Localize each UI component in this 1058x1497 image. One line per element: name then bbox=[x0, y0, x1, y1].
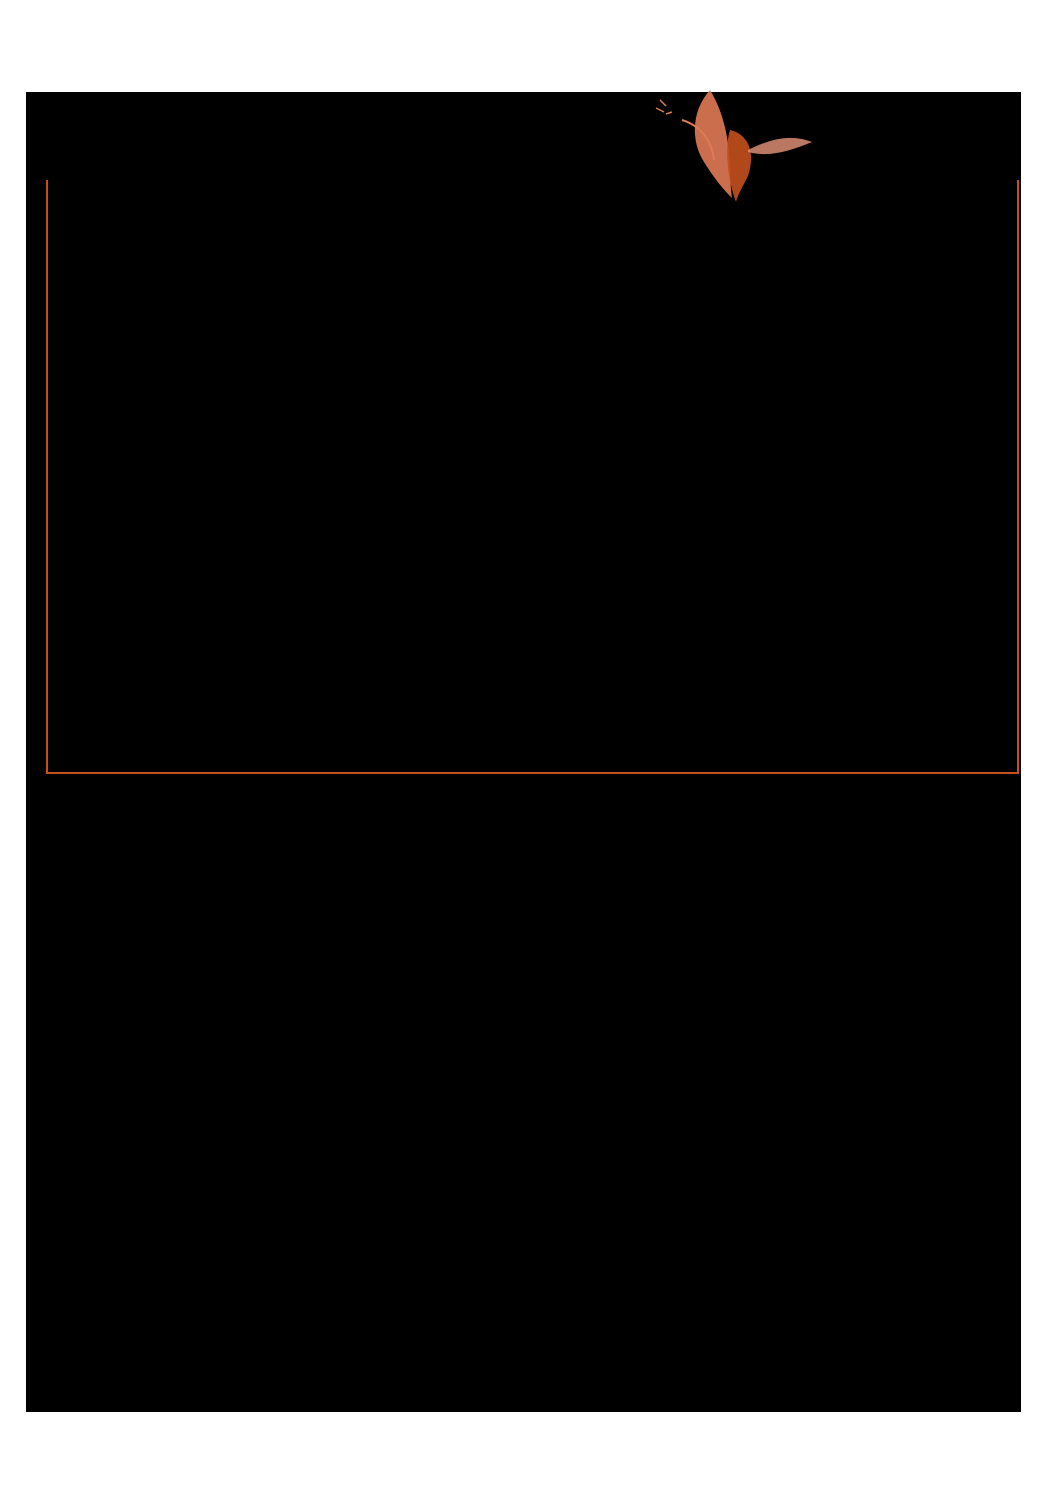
photo-area bbox=[46, 180, 1019, 774]
calendar-grid bbox=[46, 816, 1020, 1412]
